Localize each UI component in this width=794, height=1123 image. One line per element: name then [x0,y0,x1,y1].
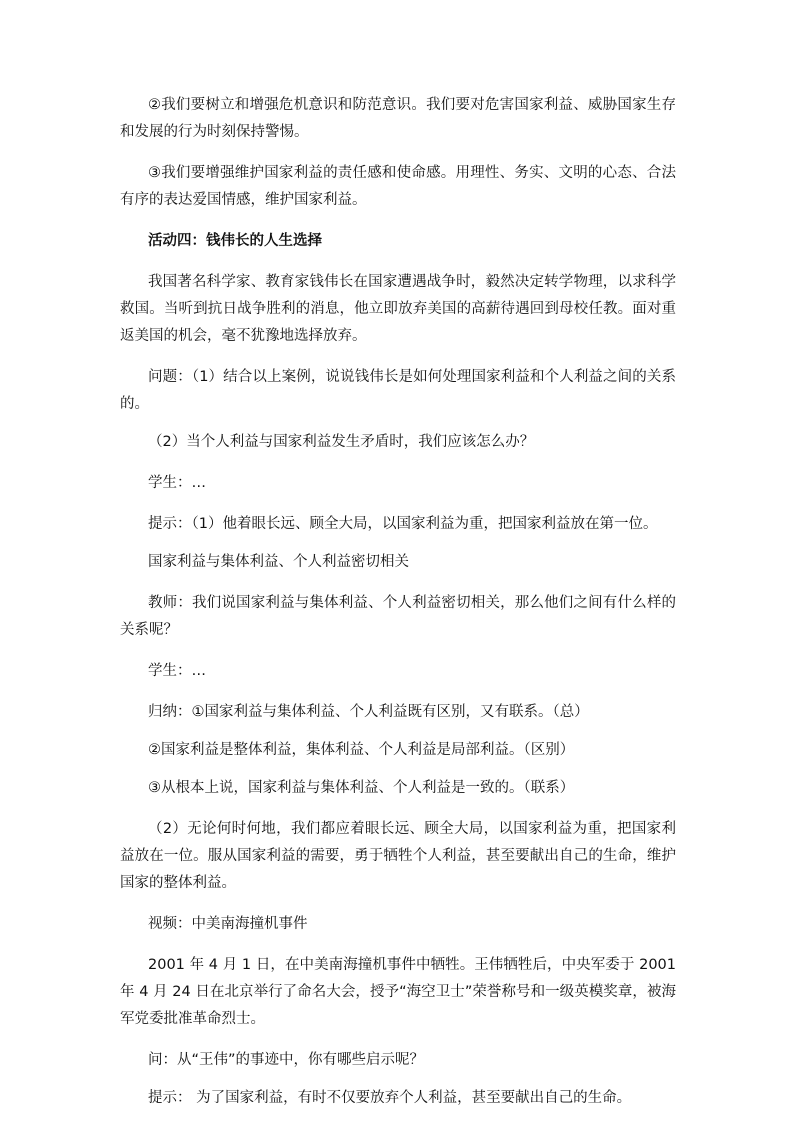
paragraph-crisis-awareness: ②我们要树立和增强危机意识和防范意识。我们要对危害国家利益、威胁国家生存和发展的行为时刻保持警惕。 [120,97,676,140]
hint-three: 提示： 为了国家利益，有时不仅要放弃个人利益，甚至要献出自己的生命。 [148,1090,632,1106]
paragraph-wang-wei-story: 2001 年 4 月 1 日，在中美南海撞机事件中牺牲。王伟牺牲后，中央军委于 2001 年 4 月 24 日在北京举行了命名大会，授予“海空卫士”荣誉称号和一级英模奖章，被海军党委批准革命烈士。 [120,957,676,1027]
student-answer-2: 学生：… [148,663,206,679]
video-title: 视频：中美南海撞机事件 [148,916,308,932]
hint-one: 提示：（1）他着眼长远、顾全大局，以国家利益为重，把国家利益放在第一位。 [148,516,658,532]
summary-point-3: ③从根本上说，国家利益与集体利益、个人利益是一致的。（联系） [148,780,575,796]
student-answer-1: 学生：… [148,475,206,491]
summary-point-2: ②国家利益是整体利益，集体利益、个人利益是局部利益。（区别） [148,742,575,758]
paragraph-responsibility: ③我们要增强维护国家利益的责任感和使命感。用理性、务实、文明的心态、合法有序的表达爱国情感，维护国家利益。 [120,165,676,208]
question-wang-wei: 问：从“王伟”的事迹中，你有哪些启示呢？ [148,1052,425,1068]
section-title-interests-related: 国家利益与集体利益、个人利益密切相关 [148,554,409,570]
document-body [120,92,676,1112]
question-two: （2）当个人利益与国家利益发生矛盾时，我们应该怎么办？ [148,434,535,450]
paragraph-qian-weichang-story: 我国著名科学家、教育家钱伟长在国家遭遇战争时，毅然决定转学物理，以求科学救国。当听到抗日战争胜利的消息，他立即放弃美国的高薪待遇回到母校任教。面对重返美国的机会，毫不犹豫地选择放弃。 [120,274,676,344]
hint-two: （2）无论何时何地，我们都应着眼长远、顾全大局，以国家利益为重，把国家利益放在一位。服从国家利益的需要，勇于牺牲个人利益，甚至要献出自己的生命，维护国家的整体利益。 [120,821,676,891]
teacher-question: 教师：我们说国家利益与集体利益、个人利益密切相关，那么他们之间有什么样的关系呢？ [120,595,676,638]
activity-four-heading: 活动四：钱伟长的人生选择 [148,233,322,249]
question-one: 问题：（1）结合以上案例，说说钱伟长是如何处理国家利益和个人利益之间的关系的。 [120,369,676,412]
summary-point-1: 归纳：①国家利益与集体利益、个人利益既有区别，又有联系。（总） [148,704,589,720]
